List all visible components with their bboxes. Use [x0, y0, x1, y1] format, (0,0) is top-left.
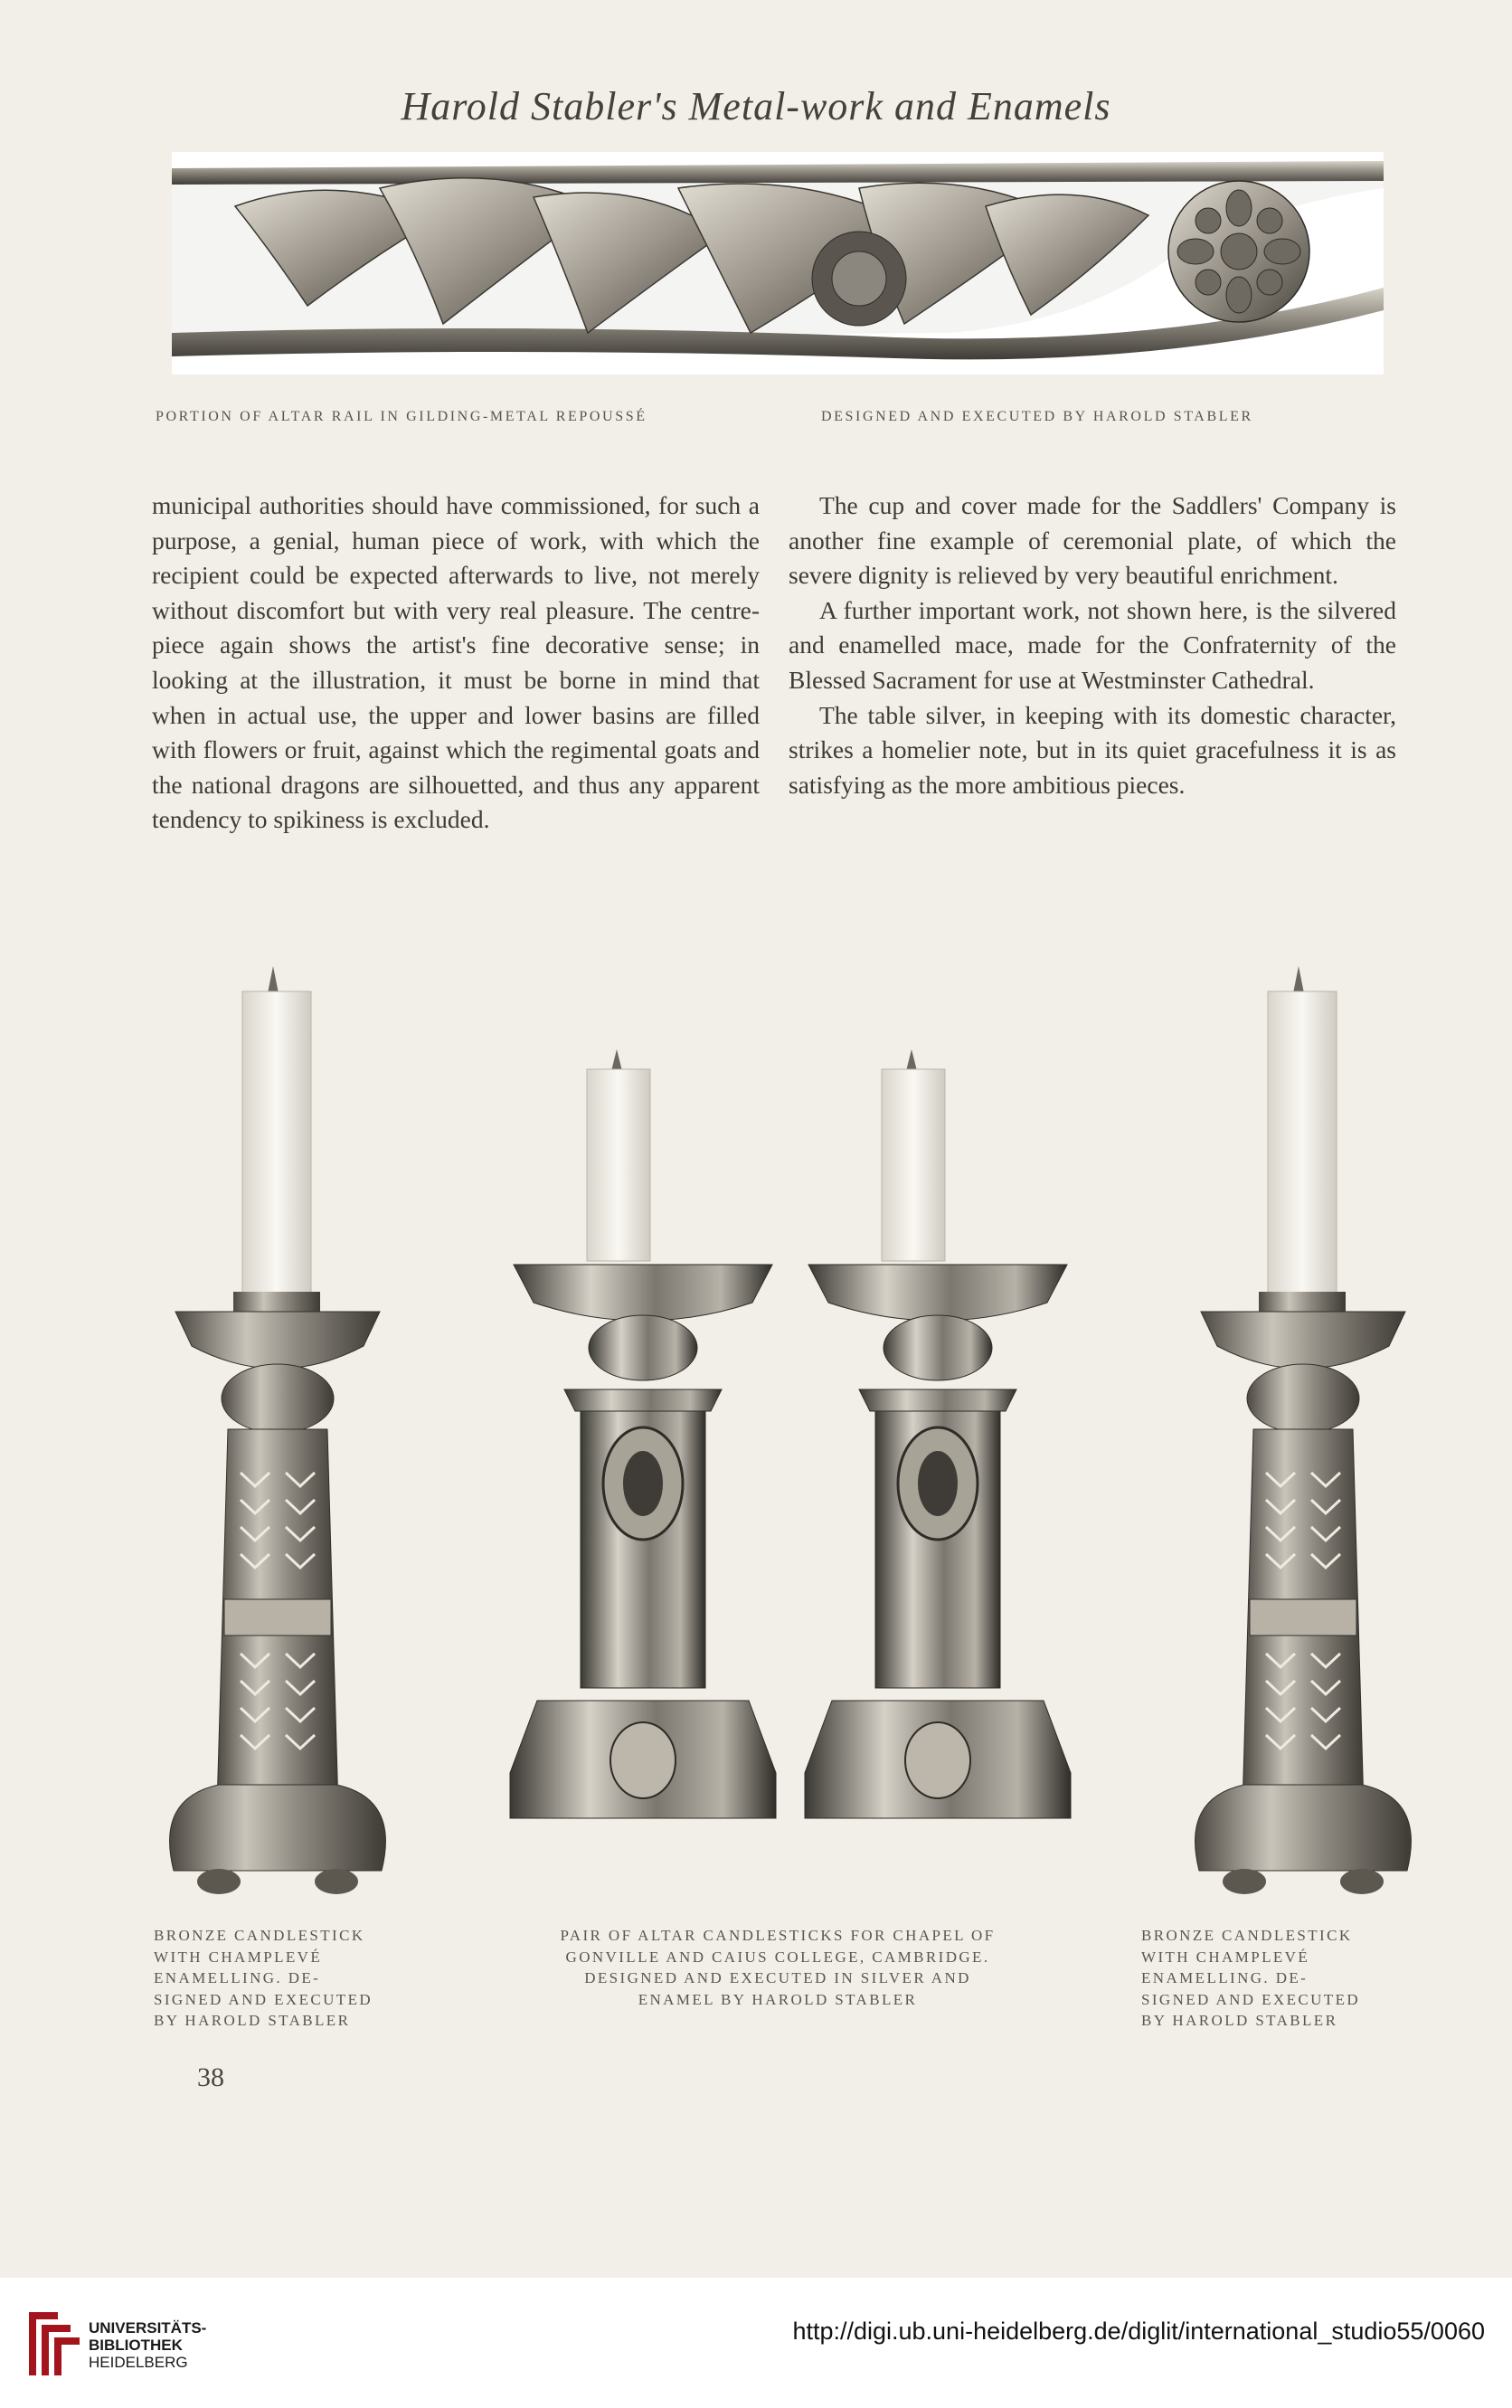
altar-rail-caption-left: PORTION OF ALTAR RAIL IN GILDING-METAL REPOUSSÉ — [156, 409, 647, 424]
caption-line: SIGNED AND EXECUTED — [1141, 1990, 1361, 2008]
running-title: Harold Stabler's Metal-work and Enamels — [401, 84, 1111, 128]
library-name-line: BIBLIOTHEK — [89, 2337, 183, 2354]
paragraph: The table silver, in keeping with its domestic character, strikes a homelier note, but in its quiet gracefulness it is as satisfying as the more ambitious pieces. — [789, 700, 1396, 799]
caption-left-candlestick — [154, 1925, 398, 2032]
caption-line: ENAMEL BY HAROLD STABLER — [638, 1990, 918, 2008]
bronze-candlestick-photo-right — [1172, 966, 1434, 1898]
bronze-candlestick-photo-left — [146, 966, 409, 1898]
caption-line: BRONZE CANDLESTICK — [154, 1927, 365, 1944]
page-number: 38 — [197, 2062, 224, 2092]
caption-line: BRONZE CANDLESTICK — [1141, 1927, 1353, 1944]
library-name-line: UNIVERSITÄTS- — [89, 2319, 207, 2337]
university-library-logo-icon — [20, 2303, 83, 2384]
caption-line: SIGNED AND EXECUTED — [154, 1990, 373, 2008]
text-column-left — [152, 488, 760, 838]
altar-candlestick-photo-1 — [501, 1049, 785, 1836]
caption-center-candlesticks — [488, 1925, 1067, 2010]
caption-line: ENAMELLING. DE- — [1141, 1969, 1309, 1986]
caption-right-candlestick — [1141, 1925, 1385, 2032]
caption-line: BY HAROLD STABLER — [154, 2012, 351, 2029]
altar-rail-caption-right: DESIGNED AND EXECUTED BY HAROLD STABLER — [821, 409, 1253, 424]
caption-line: ENAMELLING. DE- — [154, 1969, 321, 1986]
caption-line: WITH CHAMPLEVÉ — [1141, 1948, 1310, 1966]
altar-rail-photo — [172, 152, 1384, 374]
paragraph: The cup and cover made for the Saddlers' Company is another fine example of ceremonial plate, of which the severe dignity is relieved by very beautiful enrichment. — [789, 491, 1396, 590]
caption-line: PAIR OF ALTAR CANDLESTICKS FOR CHAPEL OF — [560, 1927, 996, 1944]
source-url-link[interactable]: http://digi.ub.uni-heidelberg.de/diglit/international_studio55/0060 — [792, 2318, 1485, 2345]
caption-line: GONVILLE AND CAIUS COLLEGE, CAMBRIDGE. — [565, 1948, 990, 1966]
text-column-right — [789, 488, 1396, 802]
caption-line: BY HAROLD STABLER — [1141, 2012, 1338, 2029]
library-name-line: HEIDELBERG — [89, 2354, 188, 2371]
caption-line: WITH CHAMPLEVÉ — [154, 1948, 323, 1966]
library-name — [89, 2319, 206, 2371]
paragraph: A further important work, not shown here, is the silvered and enamelled mace, made for the Confraternity of the Blessed Sacrament for use at Westminster Cathedral. — [789, 595, 1396, 694]
caption-line: DESIGNED AND EXECUTED IN SILVER AND — [584, 1969, 971, 1986]
altar-candlestick-photo-2 — [796, 1049, 1080, 1836]
paragraph: municipal authorities should have commissioned, for such a purpose, a genial, human piece of work, with which the recipient could be expected afterwards to live, not merely without discomfort but with very real pleasure. The centre-piece again shows the artist's fine decorative sense; in looking at the illustration, it must be borne in mind that when in actual use, the upper and lower basins are filled with flowers or fruit, against which the regimental goats and the national dragons are silhouetted, and thus any apparent tendency to spikiness is excluded. — [152, 491, 760, 834]
